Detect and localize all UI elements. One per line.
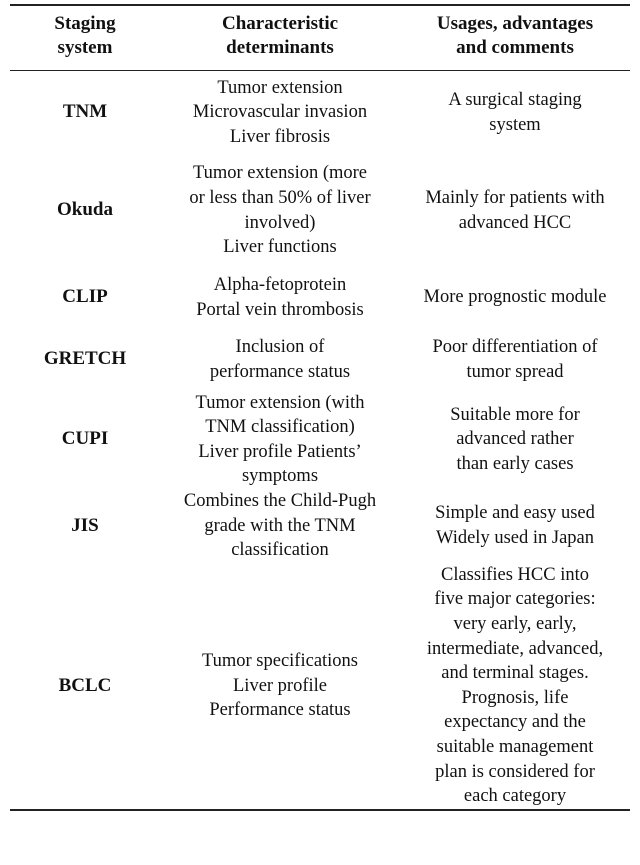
cell-line: Classifies HCC into [440,564,589,585]
staging-system-cell: Okuda [57,199,113,221]
cell-line: Microvascular invasion [192,102,368,123]
table-row [10,563,630,810]
cell-line: performance status [209,361,351,382]
staging-system-cell: JIS [71,514,99,536]
cell-line: Performance status [209,700,351,721]
cell-line: Portal vein thrombosis [196,299,364,320]
comments-cell [400,391,630,489]
cell-line: Liver fibrosis [229,127,331,148]
cell-line: system [489,114,541,135]
staging-systems-table [10,4,630,811]
cell-line: each category [463,786,567,807]
determinants-cell [160,329,400,391]
staging-table-container [10,4,630,811]
cell-line: Alpha-fetoprotein [213,274,347,295]
comments-cell [400,563,630,810]
cell-line: A surgical staging [448,90,582,111]
comments-cell [400,71,630,155]
comments-cell [400,267,630,329]
header-line: and comments [456,37,574,58]
header-usages-comments [400,5,630,71]
table-row [10,489,630,563]
cell-line: Inclusion of [235,336,325,357]
determinants-cell [160,489,400,563]
cell-line: Prognosis, life [461,687,569,708]
cell-line: Mainly for patients with [425,187,605,208]
cell-line: Liver profile Patients’ [198,441,362,462]
staging-system-cell: CUPI [61,428,109,450]
cell-line: plan is considered for [435,761,595,782]
cell-line: involved) [244,212,316,233]
cell-line: Tumor specifications [201,650,359,671]
determinants-cell [160,155,400,267]
table-body [10,71,630,810]
determinants-cell [160,267,400,329]
header-characteristic-determinants [160,5,400,71]
header-line: Usages, advantages [436,13,594,34]
cell-line: Tumor extension [217,77,343,98]
table-row [10,71,630,155]
cell-line: expectancy and the [444,712,586,733]
cell-line: More prognostic module [423,287,607,308]
cell-line: or less than 50% of liver [189,187,371,208]
table-row [10,155,630,267]
comments-cell [400,155,630,267]
cell-line: Combines the Child-Pugh [183,490,377,511]
cell-line: advanced HCC [458,212,572,233]
cell-line: grade with the TNM [204,515,356,536]
determinants-cell [160,563,400,810]
staging-system-cell: CLIP [62,286,108,308]
cell-line: than early cases [456,453,574,474]
header-line: system [57,37,113,58]
table-row [10,329,630,391]
staging-system-cell: GRETCH [43,348,127,370]
header-row [10,5,630,71]
cell-line: Widely used in Japan [435,527,594,548]
cell-line: advanced rather [456,429,574,450]
cell-line: Tumor extension (more [192,163,368,184]
cell-line: symptoms [241,466,319,487]
cell-line: and terminal stages. [441,663,589,684]
determinants-cell [160,71,400,155]
cell-line: Liver functions [223,237,337,258]
cell-line: classification [231,540,329,561]
cell-line: very early, early, [453,614,577,635]
cell-line: five major categories: [434,589,596,610]
staging-system-cell: BCLC [58,674,112,696]
cell-line: Tumor extension (with [195,392,365,413]
comments-cell [400,489,630,563]
cell-line: tumor spread [466,361,564,382]
table-row [10,391,630,489]
staging-system-cell: TNM [62,101,108,123]
table-header [10,5,630,71]
cell-line: suitable management [436,737,594,758]
cell-line: Liver profile [233,675,327,696]
cell-line: Poor differentiation of [432,336,598,357]
determinants-cell [160,391,400,489]
table-row [10,267,630,329]
header-line: Characteristic [221,13,339,34]
cell-line: intermediate, advanced, [426,638,604,659]
cell-line: Suitable more for [450,404,580,425]
cell-line: Simple and easy used [435,503,595,524]
header-staging-system [10,5,160,71]
header-line: Staging [54,13,116,34]
header-line: determinants [226,37,334,58]
cell-line: TNM classification) [205,417,355,438]
comments-cell [400,329,630,391]
